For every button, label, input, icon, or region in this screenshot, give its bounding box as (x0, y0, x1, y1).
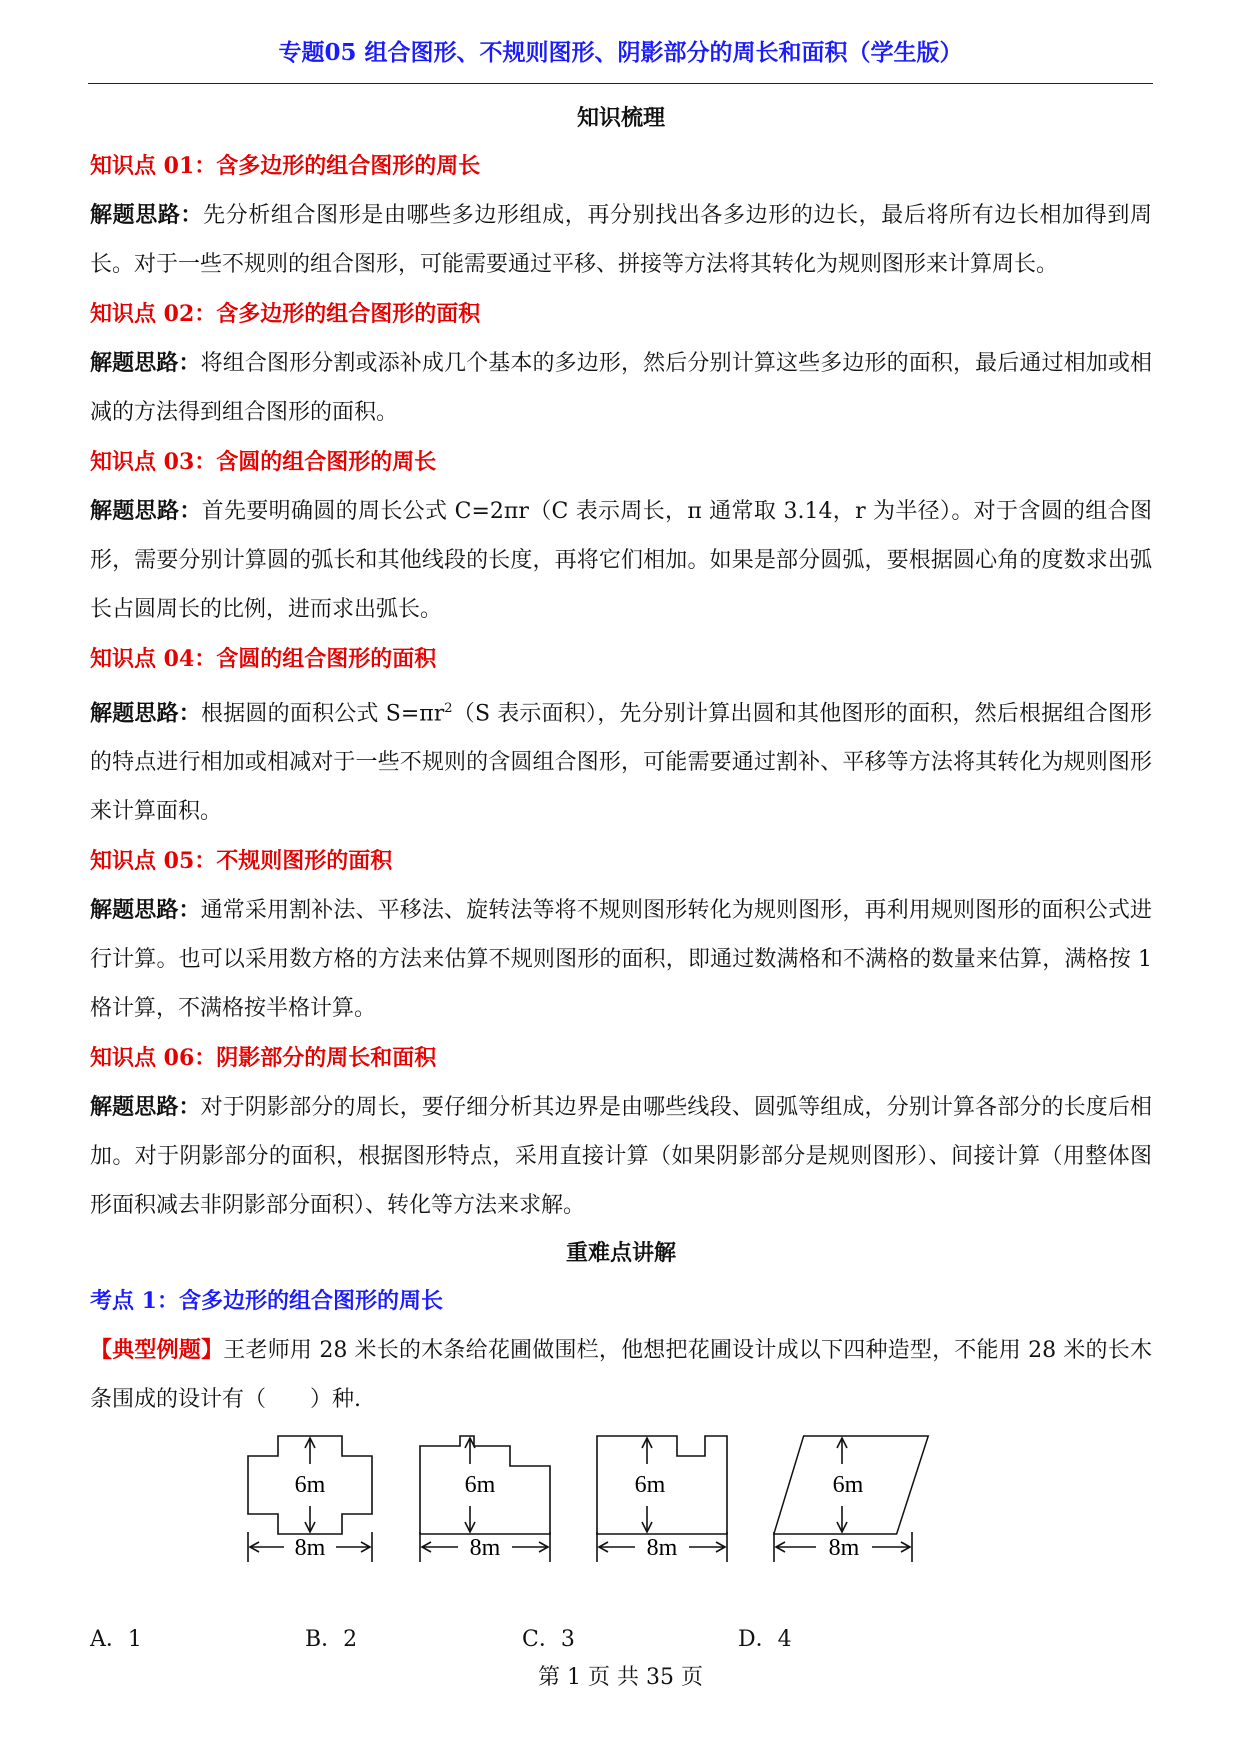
lead-label: 解题思路： (90, 700, 201, 727)
figure-notched-shape (418, 1434, 568, 1604)
section-title-knowledge: 知识梳理 (576, 105, 665, 131)
option-a[interactable]: A．1 (90, 1627, 142, 1653)
figure-parallelogram (772, 1434, 932, 1604)
answer-options (90, 1614, 1152, 1664)
height-label: 6m (294, 1472, 326, 1499)
option-c[interactable]: C．3 (522, 1627, 575, 1653)
example-question (90, 1326, 1152, 1424)
height-label: 6m (634, 1472, 666, 1499)
width-label: 8m (646, 1535, 678, 1562)
lead-label: 解题思路： (90, 498, 202, 524)
height-label: 6m (464, 1472, 496, 1499)
knowledge-point-text (90, 1083, 1152, 1230)
width-label: 8m (828, 1535, 860, 1562)
knowledge-point-text (90, 487, 1152, 634)
body-text: 先分析组合图形是由哪些多边形组成，再分别找出各多边形的边长，最后将所有边长相加得到周长。对于一些不规则的组合图形，可能需要通过平移、拼接等方法将其转化为规则图形来计算周长。 (90, 203, 1152, 277)
body-text: 对于阴影部分的周长，要仔细分析其边界是由哪些线段、圆弧等组成，分别计算各部分的长度后相加。对于阴影部分的面积，根据图形特点，采用直接计算（如果阴影部分是规则图形）、间接计算（用整体图形面积减去非阴影部分面积）、转化等方法来求解。 (90, 1095, 1152, 1219)
lead-label: 解题思路： (90, 202, 204, 228)
section-title-key-points: 重难点讲解 (565, 1240, 676, 1267)
width-label: 8m (469, 1535, 501, 1562)
figure-row (90, 1434, 1152, 1614)
page-footer: 第 1 页 共 35 页 (538, 1665, 703, 1690)
knowledge-point-text (90, 191, 1152, 289)
knowledge-point-title: 知识点 05：不规则图形的面积 (90, 848, 393, 875)
width-label: 8m (294, 1535, 326, 1562)
knowledge-point-text (90, 886, 1152, 1033)
knowledge-point-title: 知识点 01：含多边形的组合图形的周长 (90, 153, 481, 179)
figure-cross-shape (240, 1434, 390, 1604)
lead-label: 解题思路： (90, 897, 201, 924)
knowledge-point-title: 知识点 06：阴影部分的周长和面积 (90, 1045, 437, 1072)
body-text: 首先要明确圆的周长公式 C=2πr（C 表示周长，π 通常取 3.14，r 为半径）。对于含圆的组合图形，需要分别计算圆的弧长和其他线段的长度，再将它们相加。如果是部分圆弧，要根据圆心角的度数求出弧长占圆周长的比例，进而求出弧长。 (90, 499, 1152, 622)
body-text: 通常采用割补法、平移法、旋转法等将不规则图形转化为规则图形，再利用规则图形的面积公式进行计算。也可以采用数方格的方法来估算不规则图形的面积，即通过数满格和不满格的数量来估算，满格按 1 格计算，不满格按半格计算。 (90, 898, 1152, 1022)
body-text: 将组合图形分割或添补成几个基本的多边形，然后分别计算这些多边形的面积，最后通过相加或相减的方法得到组合图形的面积。 (90, 351, 1152, 425)
superscript: 2 (444, 701, 453, 716)
knowledge-point-title: 知识点 02：含多边形的组合图形的面积 (90, 301, 481, 327)
figure-slot-shape (595, 1434, 745, 1604)
knowledge-point-title: 知识点 04：含圆的组合图形的面积 (90, 646, 437, 672)
page-header-title: 专题05 组合图形、不规则图形、阴影部分的周长和面积（学生版） (278, 39, 963, 66)
exam-point-title: 考点 1：含多边形的组合图形的周长 (90, 1288, 443, 1315)
page-content (90, 95, 1152, 1664)
height-label: 6m (832, 1472, 864, 1499)
knowledge-point-text (90, 339, 1152, 437)
body-text: 根据圆的面积公式 S=πr (201, 701, 445, 727)
example-tag: 【典型例题】 (90, 1337, 224, 1364)
lead-label: 解题思路： (90, 350, 201, 376)
option-d[interactable]: D．4 (738, 1627, 792, 1653)
lead-label: 解题思路： (90, 1094, 201, 1121)
body-text: （S 表示面积），先分别计算出圆和其他图形的面积，然后根据组合图形的特点进行相加或相减对于一些不规则的含圆组合图形，可能需要通过割补、平移等方法将其转化为规则图形来计算面积。 (90, 701, 1152, 825)
question-text: 王老师用 28 米长的木条给花圃做围栏，他想把花圃设计成以下四种造型，不能用 28 米的长木条围成的设计有（ ）种. (90, 1338, 1152, 1413)
knowledge-point-text (90, 684, 1152, 836)
header-divider (88, 83, 1153, 84)
option-b[interactable]: B．2 (305, 1627, 358, 1653)
knowledge-point-title: 知识点 03：含圆的组合图形的周长 (90, 449, 437, 475)
